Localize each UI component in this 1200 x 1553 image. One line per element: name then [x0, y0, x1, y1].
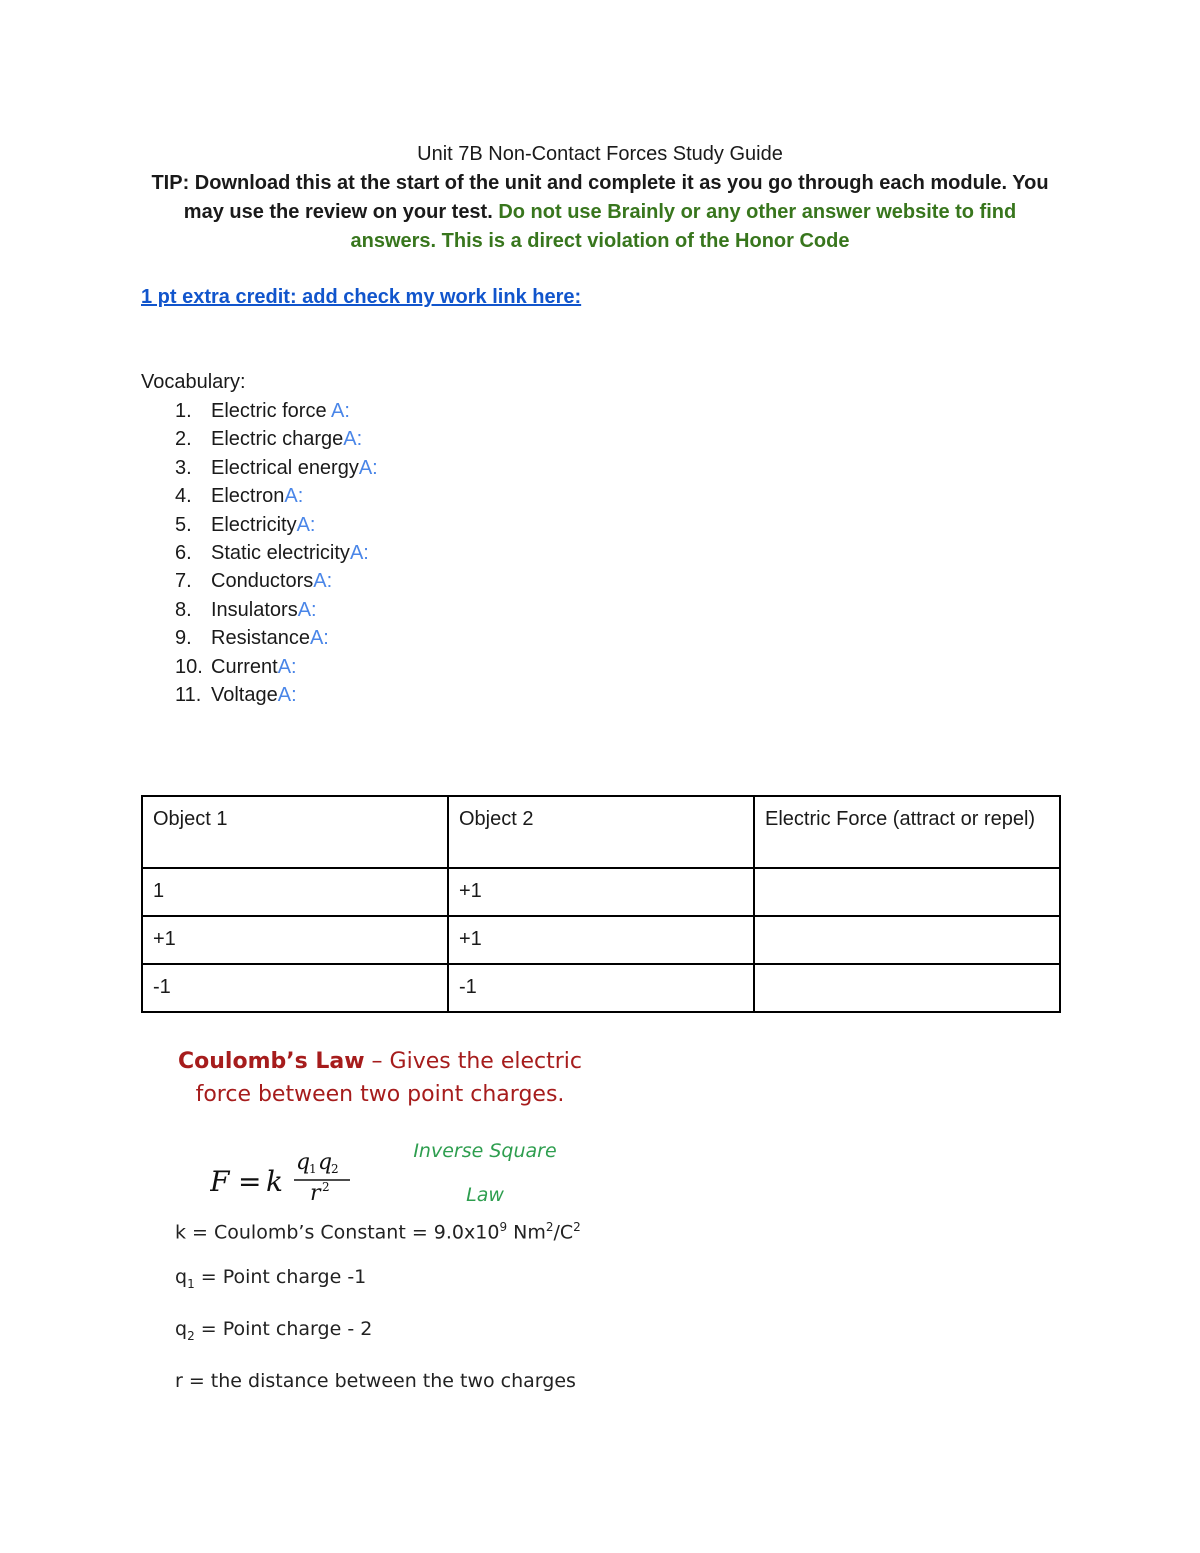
- coulombs-law-title: Coulomb’s Law: [178, 1049, 365, 1074]
- answer-field[interactable]: A:: [313, 570, 333, 593]
- svg-text:q: q: [318, 1153, 333, 1175]
- answer-field[interactable]: A:: [358, 456, 378, 479]
- item-number: 6.: [175, 541, 192, 564]
- table-cell: -1: [448, 964, 754, 1012]
- vocab-term: Current: [211, 655, 278, 678]
- table-header-cell: Electric Force (attract or repel): [754, 796, 1060, 868]
- table-cell: +1: [142, 916, 448, 964]
- coulombs-law-figure: [165, 1045, 605, 1392]
- k-unit-exponent: 2: [573, 1220, 581, 1234]
- answer-cell[interactable]: [754, 916, 1060, 964]
- list-item: [141, 625, 378, 653]
- table-cell: +1: [448, 916, 754, 964]
- vocab-term: Resistance: [211, 627, 310, 650]
- variable-definitions: [175, 1205, 581, 1404]
- table-header-row: [142, 796, 1060, 868]
- svg-text:k: k: [266, 1165, 283, 1198]
- answer-field[interactable]: A:: [277, 683, 297, 706]
- q1-definition: [175, 1255, 581, 1307]
- item-number: 2.: [175, 428, 192, 451]
- item-number: 4.: [175, 485, 192, 508]
- q1-symbol: q: [175, 1266, 188, 1289]
- list-item: [141, 455, 378, 483]
- q2-definition-text: = Point charge - 2: [194, 1318, 373, 1341]
- svg-text:1: 1: [309, 1162, 317, 1176]
- answer-cell[interactable]: [754, 964, 1060, 1012]
- k-unit-exponent: 2: [545, 1220, 554, 1234]
- answer-field[interactable]: A:: [343, 428, 363, 451]
- table-row: [142, 916, 1060, 964]
- table-cell: -1: [142, 964, 448, 1012]
- item-number: 10.: [175, 655, 203, 678]
- svg-text:2: 2: [322, 1180, 330, 1194]
- vocabulary-heading: Vocabulary:: [141, 371, 246, 393]
- svg-text:r: r: [310, 1181, 321, 1201]
- k-exponent: 9: [499, 1220, 508, 1234]
- k-unit-denominator: /C: [553, 1221, 574, 1244]
- vocab-term: Electrical energy: [211, 456, 359, 479]
- page-title: Unit 7B Non-Contact Forces Study Guide: [417, 143, 783, 165]
- item-number: 3.: [175, 456, 192, 479]
- coulombs-law-heading: [165, 1045, 595, 1111]
- item-number: 8.: [175, 598, 192, 621]
- answer-field[interactable]: A:: [296, 513, 316, 536]
- list-item: [141, 682, 378, 710]
- extra-credit-link[interactable]: 1 pt extra credit: add check my work link here:: [141, 286, 582, 308]
- inverse-square-label: [410, 1129, 560, 1217]
- table-row: [142, 868, 1060, 916]
- svg-text:=: =: [238, 1165, 262, 1198]
- q1-definition-text: = Point charge -1: [194, 1266, 367, 1289]
- item-number: 5.: [175, 513, 192, 536]
- honor-code-warning: Do not use Brainly or any other answer website to find answers. This is a direct violation of the Honor Code: [350, 201, 1017, 252]
- q1-subscript: 1: [187, 1277, 195, 1292]
- list-item: [141, 483, 378, 511]
- item-number: 11.: [175, 683, 202, 706]
- k-definition: [175, 1205, 581, 1255]
- table-cell: 1: [142, 868, 448, 916]
- answer-field[interactable]: A:: [349, 541, 369, 564]
- inverse-square-text: Inverse Square: [413, 1140, 557, 1162]
- q2-symbol: q: [175, 1318, 188, 1341]
- table-row: [142, 964, 1060, 1012]
- list-item: [141, 597, 378, 625]
- coulomb-formula: [210, 1153, 370, 1201]
- vocabulary-list: [141, 398, 378, 710]
- electric-force-table: [141, 795, 1061, 1013]
- coulombs-law-description: – Gives the electric force between two point charges.: [195, 1049, 582, 1107]
- svg-text:2: 2: [331, 1162, 339, 1176]
- tip-text: TIP: Download this at the start of the unit and complete it as you go through each module. You may use the review on your test.: [151, 172, 1049, 223]
- vocab-term: Electric charge: [211, 428, 344, 451]
- vocab-term: Voltage: [211, 683, 278, 706]
- tip-paragraph: [150, 169, 1050, 256]
- vocab-term: Insulators: [211, 598, 298, 621]
- answer-field[interactable]: A:: [331, 400, 350, 422]
- answer-field[interactable]: A:: [284, 485, 304, 508]
- table-header-cell: Object 2: [448, 796, 754, 868]
- item-number: 7.: [175, 570, 192, 593]
- table-cell: +1: [448, 868, 754, 916]
- list-item: [141, 398, 378, 426]
- list-item: [141, 512, 378, 540]
- answer-field[interactable]: A:: [309, 627, 329, 650]
- svg-text:F: F: [210, 1165, 230, 1198]
- answer-field[interactable]: A:: [297, 598, 317, 621]
- vocab-term: Electricity: [211, 513, 297, 536]
- list-item: [141, 426, 378, 454]
- svg-text:q: q: [296, 1153, 311, 1175]
- vocab-term: Electron: [211, 485, 285, 508]
- r-definition: r = the distance between the two charges: [175, 1369, 576, 1392]
- answer-cell[interactable]: [754, 868, 1060, 916]
- q2-definition: [175, 1307, 581, 1359]
- list-item: [141, 654, 378, 682]
- item-number: 1.: [175, 400, 192, 422]
- vocab-term: Electric force: [211, 400, 332, 422]
- list-item: [141, 540, 378, 568]
- list-item: [141, 568, 378, 596]
- answer-field[interactable]: A:: [277, 655, 297, 678]
- table-header-cell: Object 1: [142, 796, 448, 868]
- vocab-term: Static electricity: [211, 541, 350, 564]
- law-text: Law: [466, 1184, 504, 1206]
- k-unit: Nm: [507, 1221, 546, 1244]
- item-number: 9.: [175, 627, 192, 650]
- vocab-term: Conductors: [211, 570, 314, 593]
- k-definition-text: k = Coulomb’s Constant = 9.0x10: [175, 1221, 500, 1244]
- q2-subscript: 2: [187, 1328, 195, 1343]
